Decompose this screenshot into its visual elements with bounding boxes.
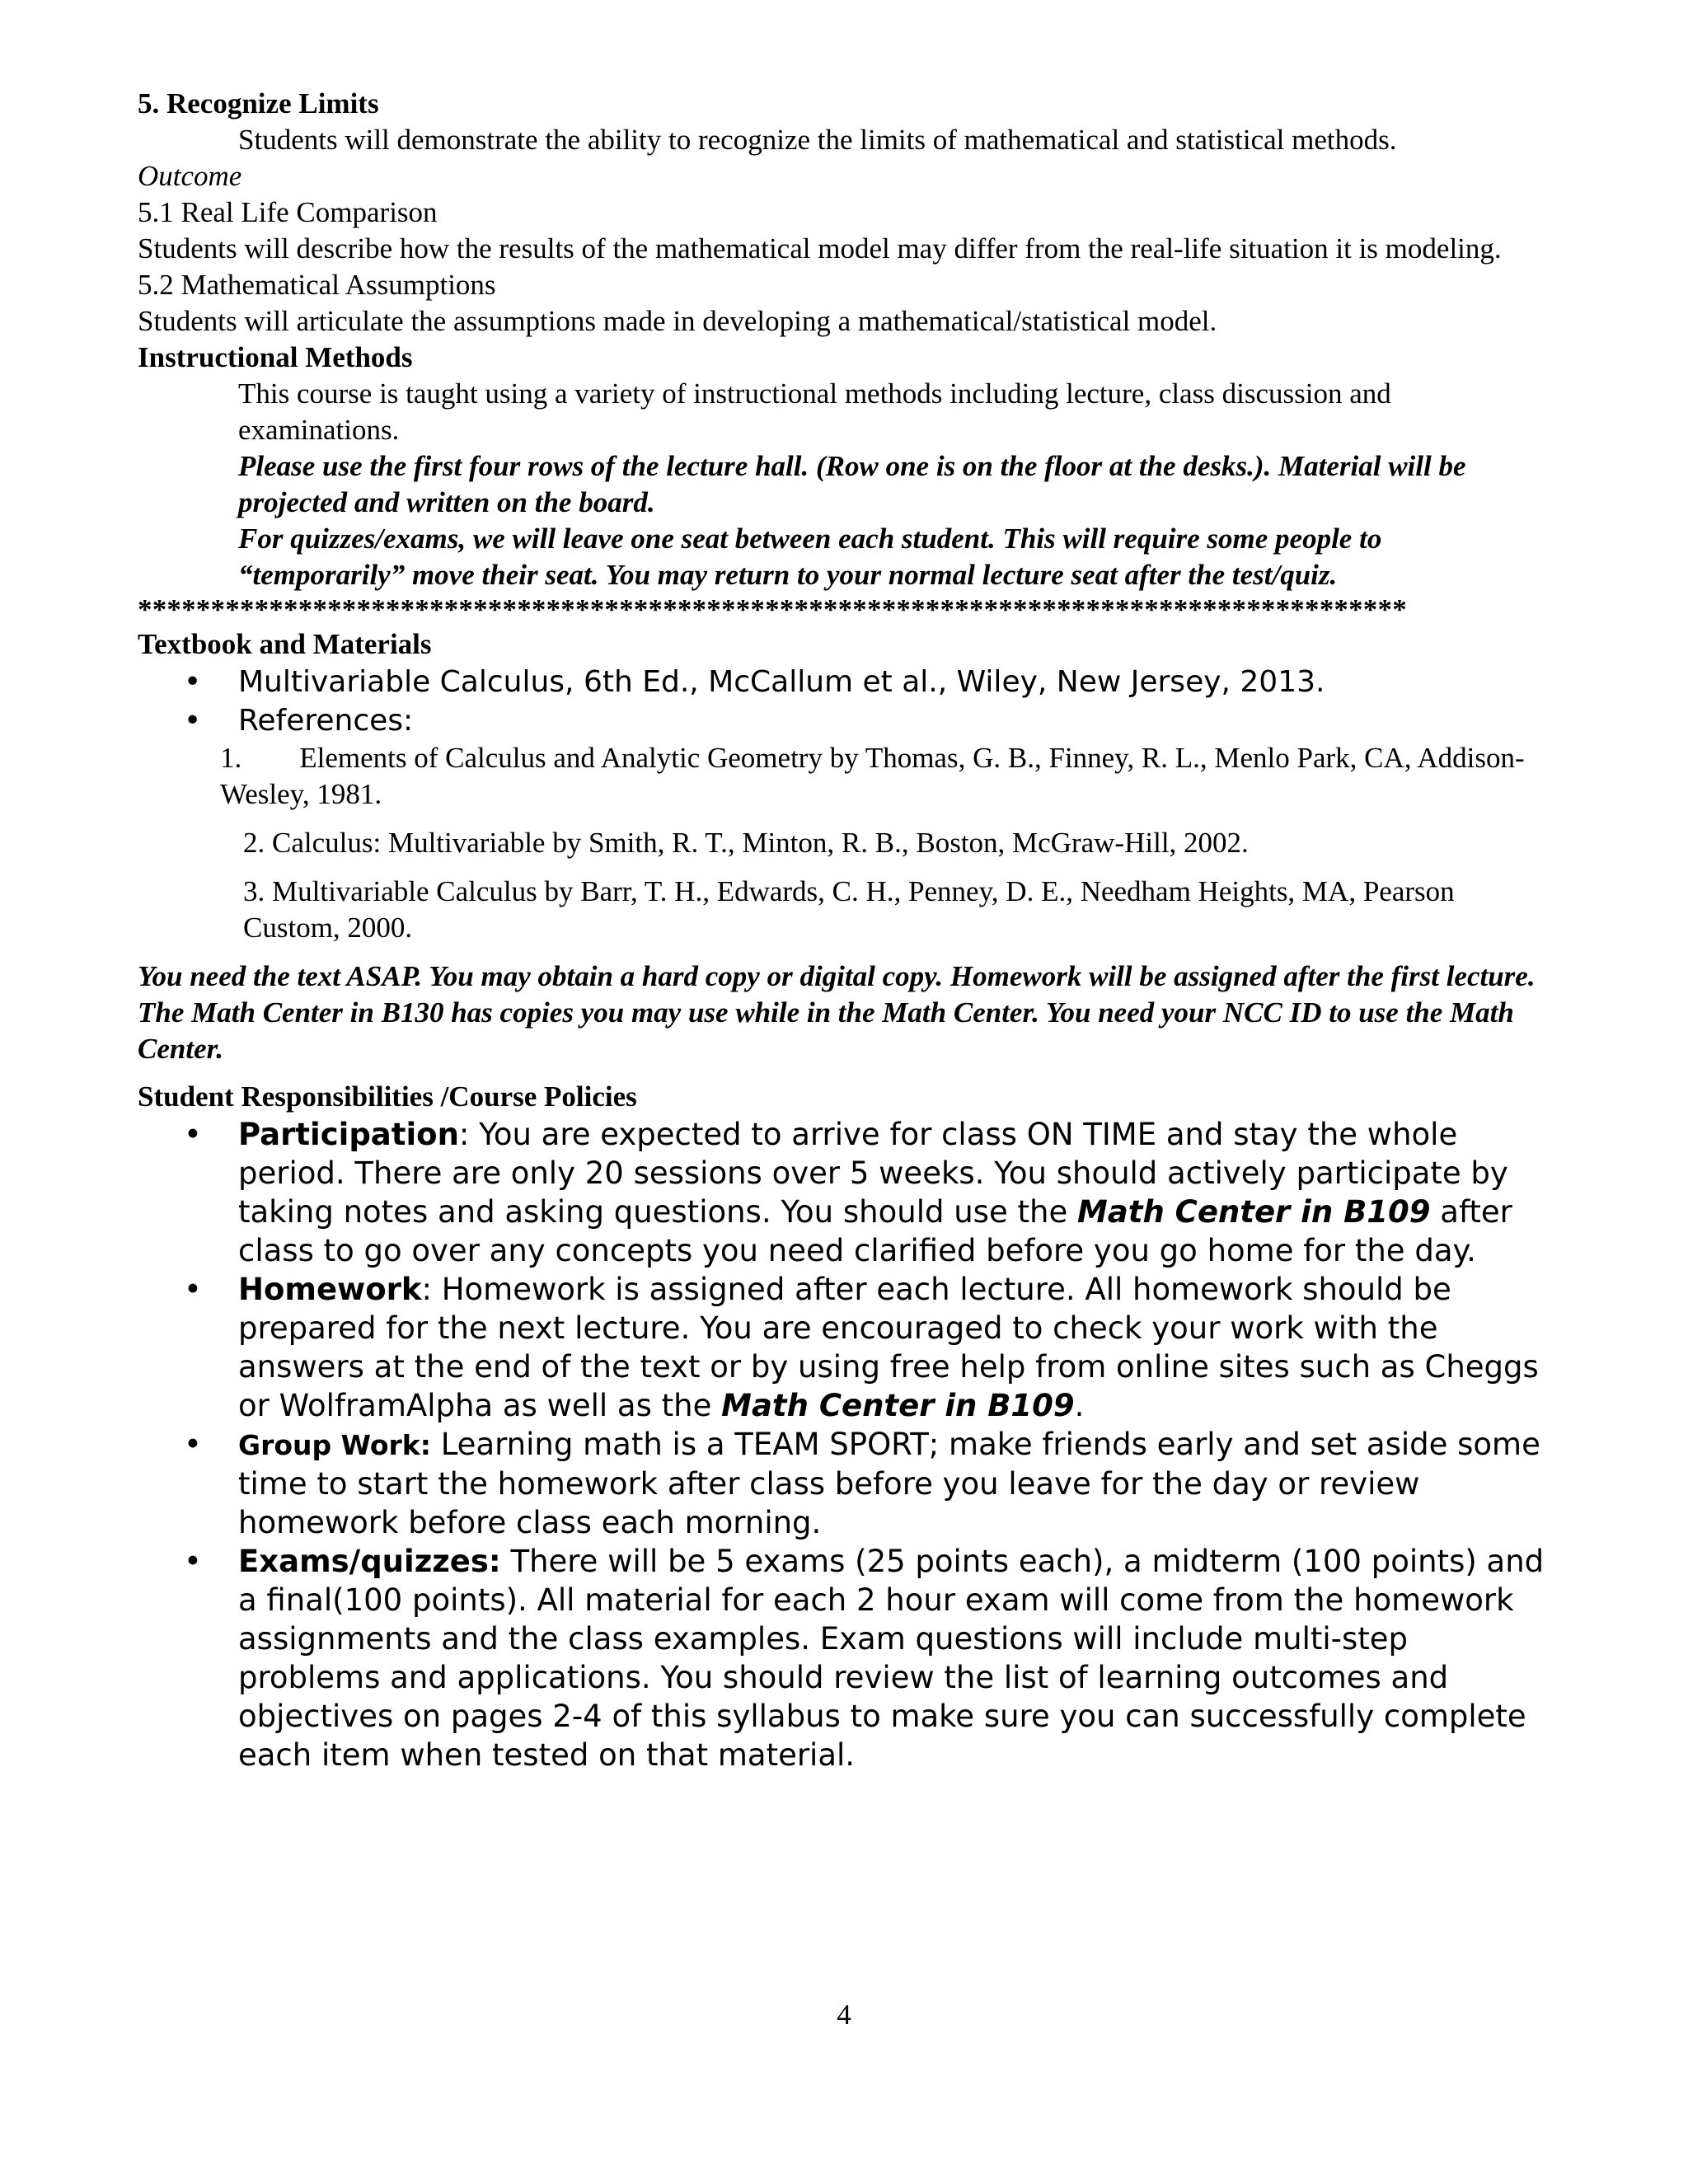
list-item — [138, 1270, 1555, 1425]
bullet-icon: • — [184, 1544, 202, 1579]
instructional-note-exams: For quizzes/exams, we will leave one seat between each student. This will require some people to “temporarily” move their seat. You may return to your normal lecture seat after the test/quiz. — [238, 523, 1382, 591]
section-heading-instructional-methods: Instructional Methods — [138, 341, 413, 373]
bullet-icon: • — [184, 665, 202, 699]
bullet-icon: • — [184, 704, 202, 738]
math-center-emphasis: Math Center in B109 — [721, 1388, 1075, 1423]
participation-text-a: : You are expected to arrive for class ON TIME and stay the whole period. There are only 20 sessions over 5 weeks. You should actively participate by taking notes and asking questions. You should use the — [238, 1117, 1508, 1230]
section-heading-policies: Student Responsibilities /Course Policies — [138, 1080, 637, 1113]
outcome-title-5-1: 5.1 Real Life Comparison — [138, 196, 438, 228]
math-center-emphasis: Math Center in B109 — [1076, 1194, 1431, 1230]
references-list — [138, 740, 1555, 946]
reference-item: 1. Elements of Calculus and Analytic Geometry by Thomas, G. B., Finney, R. L., Menlo Park, CA, Addison-Wesley, 1981. — [220, 742, 1525, 810]
outcome-title-5-2: 5.2 Mathematical Assumptions — [138, 269, 496, 301]
outcome-text-5-1: Students will describe how the results of the mathematical model may differ from the real-life situation it is modeling. — [138, 232, 1502, 265]
participation-label: Participation — [238, 1117, 459, 1152]
instructional-note-seating: Please use the first four rows of the lecture hall. (Row one is on the floor at the desks.). Material will be projected and written on the board. — [238, 450, 1466, 518]
page-number: 4 — [837, 1999, 851, 2031]
list-item — [138, 663, 1555, 701]
list-item — [138, 1542, 1555, 1774]
group-work-text: Learning math is a TEAM SPORT; make friends early and set aside some time to start the homework after class before you leave for the day or review homework before class each morning. — [238, 1427, 1540, 1540]
participation-text-b: after class to go over any concepts you need clarified before you go home for the day. — [238, 1194, 1512, 1268]
group-work-label: Group Work: — [238, 1429, 431, 1461]
instructional-text: This course is taught using a variety of instructional methods including lecture, class discussion and examinations. — [238, 377, 1391, 446]
syllabus-page — [138, 86, 1555, 1774]
list-item — [138, 1425, 1555, 1542]
exams-text: There will be 5 exams (25 points each), a midterm (100 points) and a final(100 points). All material for each 2 hour exam will come from the homework assignments and the class examples. Exam questions will include multi-step problems and applications. You should review the list of learning outcomes and objectives on pages 2-4 of this syllabus to make sure you can successfully complete each item when tested on that material. — [238, 1544, 1545, 1773]
list-item — [138, 1115, 1555, 1270]
reference-item: 3. Multivariable Calculus by Barr, T. H., Edwards, C. H., Penney, D. E., Needham Heights, MA, Pearson Custom, 2000. — [243, 875, 1455, 944]
textbook-note: You need the text ASAP. You may obtain a hard copy or digital copy. Homework will be assigned after the first lecture. The Math Center in B130 has copies you may use while in the Math Center. You need your NCC ID to use the Math Center. — [138, 960, 1536, 1065]
textbook-list — [138, 663, 1555, 740]
references-label: References: — [238, 704, 414, 738]
reference-item: 2. Calculus: Multivariable by Smith, R. T., Minton, R. B., Boston, McGraw-Hill, 2002. — [243, 827, 1249, 859]
bullet-icon: • — [184, 1427, 202, 1462]
bullet-icon: • — [184, 1117, 202, 1152]
section-heading-recognize-limits: 5. Recognize Limits — [138, 87, 379, 120]
homework-text-b: . — [1074, 1388, 1085, 1423]
list-item — [138, 701, 1555, 740]
bullet-icon: • — [184, 1272, 202, 1307]
homework-label: Homework — [238, 1272, 422, 1307]
exams-label: Exams/quizzes: — [238, 1544, 501, 1579]
separator-line: *************************************************************************************** — [138, 593, 1407, 626]
outcome-label: Outcome — [138, 160, 242, 192]
section-heading-textbook: Textbook and Materials — [138, 628, 432, 660]
limits-intro: Students will demonstrate the ability to recognize the limits of mathematical and statistical methods. — [238, 124, 1397, 156]
textbook-title: Multivariable Calculus, 6th Ed., McCallum et al., Wiley, New Jersey, 2013. — [238, 665, 1325, 699]
outcome-text-5-2: Students will articulate the assumptions made in developing a mathematical/statistical model. — [138, 305, 1217, 337]
homework-text-a: : Homework is assigned after each lecture. All homework should be prepared for the next lecture. You are encouraged to check your work with the answers at the end of the text or by using free help from online sites such as Cheggs or WolframAlpha as well as the — [238, 1272, 1539, 1423]
policies-list — [138, 1115, 1555, 1774]
